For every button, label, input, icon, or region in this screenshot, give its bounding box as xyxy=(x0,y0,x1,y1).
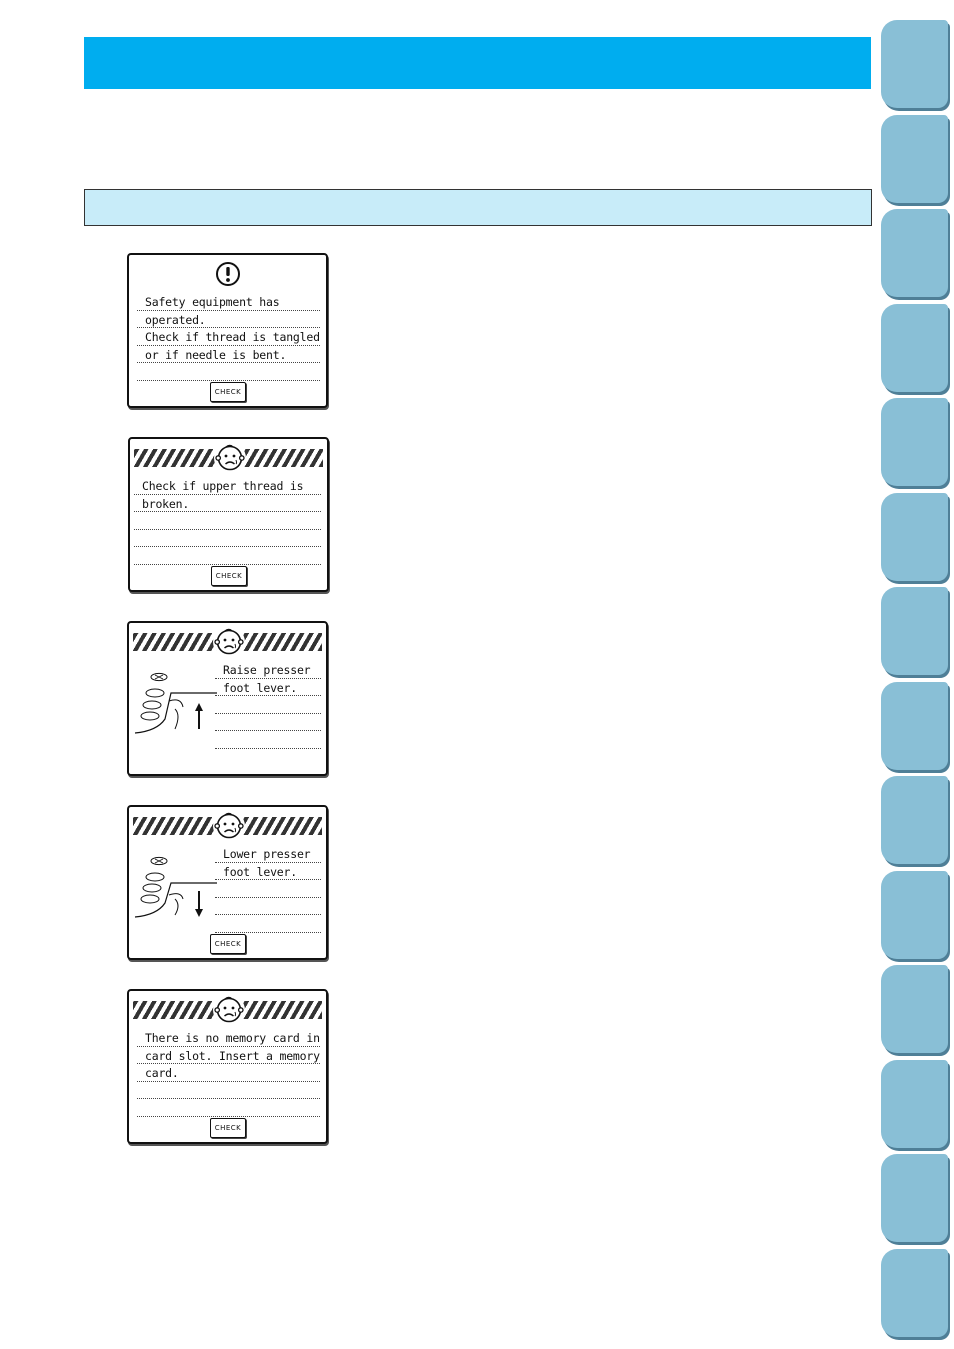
chapter-tab-13[interactable] xyxy=(881,1154,948,1242)
message-line xyxy=(215,696,321,714)
message-line: or if needle is bent. xyxy=(137,346,320,364)
sad-face-icon xyxy=(214,443,246,473)
chapter-tab-1[interactable] xyxy=(881,20,948,108)
raise-lever-illustration xyxy=(133,665,219,741)
message-line: Check if thread is tangled xyxy=(137,328,320,346)
error-screen-lower-presser-foot xyxy=(127,805,328,960)
check-button[interactable]: CHECK xyxy=(210,382,246,402)
chapter-tab-8[interactable] xyxy=(881,682,948,770)
message-line: foot lever. xyxy=(215,679,321,697)
sad-face-icon xyxy=(213,811,245,841)
message-line: operated. xyxy=(137,311,320,329)
chapter-tab-7[interactable] xyxy=(881,587,948,675)
chapter-tab-4[interactable] xyxy=(881,304,948,392)
message-line xyxy=(215,915,321,933)
message-lines xyxy=(134,477,321,565)
message-lines xyxy=(137,293,320,381)
message-line: Check if upper thread is xyxy=(134,477,321,495)
message-line: foot lever. xyxy=(215,863,321,881)
chapter-header-bar xyxy=(84,37,871,89)
message-line xyxy=(134,512,321,530)
message-lines xyxy=(215,845,321,933)
message-line xyxy=(134,547,321,565)
chapter-tab-5[interactable] xyxy=(881,398,948,486)
section-title-bar xyxy=(84,189,872,226)
check-button[interactable]: CHECK xyxy=(211,566,247,586)
chapter-tab-2[interactable] xyxy=(881,115,948,203)
message-line xyxy=(215,714,321,732)
chapter-tab-14[interactable] xyxy=(881,1249,948,1337)
message-line xyxy=(137,363,320,381)
error-screen-safety-equipment xyxy=(127,253,328,408)
error-screen-upper-thread xyxy=(128,437,329,592)
message-lines xyxy=(215,661,321,749)
exclamation-icon xyxy=(215,261,241,287)
message-line: There is no memory card in xyxy=(137,1029,320,1047)
chapter-tab-12[interactable] xyxy=(881,1060,948,1148)
lower-lever-illustration xyxy=(133,849,219,925)
message-lines xyxy=(137,1029,320,1117)
message-line xyxy=(137,1082,320,1100)
message-line xyxy=(137,1099,320,1117)
error-screen-no-memory-card xyxy=(127,989,328,1144)
chapter-tab-6[interactable] xyxy=(881,493,948,581)
message-line: Raise presser xyxy=(215,661,321,679)
chapter-tab-10[interactable] xyxy=(881,871,948,959)
message-line: card. xyxy=(137,1064,320,1082)
message-line: card slot. Insert a memory xyxy=(137,1047,320,1065)
chapter-tab-11[interactable] xyxy=(881,965,948,1053)
message-line: broken. xyxy=(134,495,321,513)
message-line xyxy=(215,898,321,916)
sad-face-icon xyxy=(213,995,245,1025)
message-line xyxy=(215,880,321,898)
check-button[interactable]: CHECK xyxy=(210,1118,246,1138)
sad-face-icon xyxy=(213,627,245,657)
check-button[interactable]: CHECK xyxy=(210,934,246,954)
chapter-tab-3[interactable] xyxy=(881,209,948,297)
chapter-tab-9[interactable] xyxy=(881,776,948,864)
message-line xyxy=(215,731,321,749)
error-screen-raise-presser-foot xyxy=(127,621,328,776)
message-line: Lower presser xyxy=(215,845,321,863)
message-line xyxy=(134,530,321,548)
message-line: Safety equipment has xyxy=(137,293,320,311)
